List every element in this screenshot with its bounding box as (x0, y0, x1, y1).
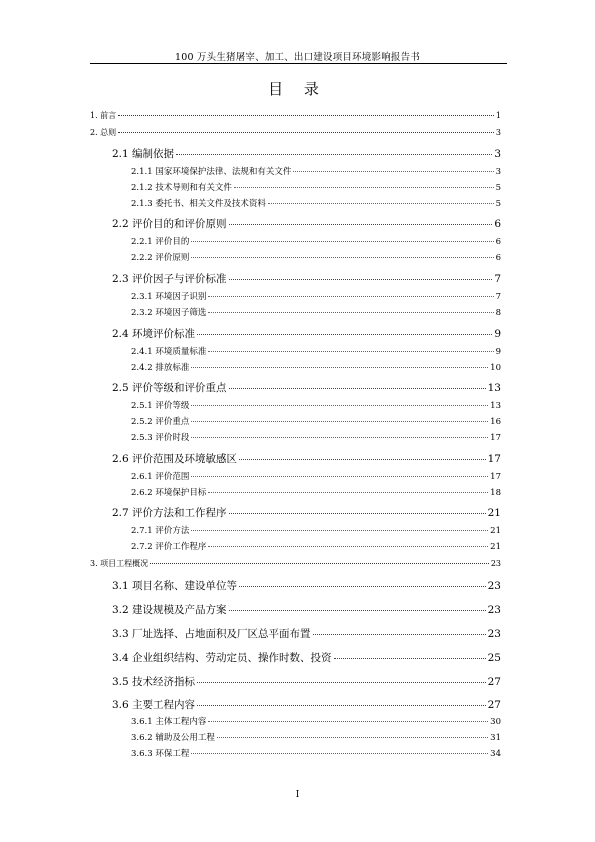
toc-entry-page: 5 (495, 183, 501, 193)
toc-entry-page: 1 (495, 111, 501, 120)
dot-leader (208, 296, 493, 297)
toc-entry-label: 2.1 编制依据 (112, 148, 175, 160)
toc-entry[interactable] (90, 127, 501, 138)
toc-entry-label: 3.6 主要工程内容 (112, 699, 196, 711)
toc-entry[interactable] (131, 345, 501, 357)
toc-entry-label: 2.3 评价因子与评价标准 (112, 273, 227, 285)
toc-entry[interactable] (131, 197, 501, 209)
toc-entry-label: 2.5.3 评价时段 (131, 433, 190, 443)
toc-entry-label: 2.6.1 评价范围 (131, 472, 190, 482)
toc-entry-page: 25 (487, 652, 501, 664)
toc-title: 目 录 (268, 80, 327, 98)
toc-entry-label: 2. 总则 (90, 128, 117, 137)
dot-leader (229, 224, 493, 225)
dot-leader (313, 634, 486, 635)
toc-entry-page: 23 (487, 604, 501, 616)
toc-entry-label: 3.5 技术经济指标 (112, 676, 196, 688)
toc-entry-label: 2.7.2 评价工作程序 (131, 542, 207, 552)
toc-entry-label: 2.3.1 环境因子识别 (131, 292, 207, 302)
dot-leader (191, 257, 493, 258)
toc-entry-page: 3 (495, 167, 501, 177)
toc-entry-label: 3.6.1 主体工程内容 (131, 717, 207, 727)
toc-entry[interactable] (131, 731, 501, 743)
dot-leader (191, 421, 488, 422)
toc-entry[interactable] (112, 578, 501, 593)
toc-entry-label: 1. 前言 (90, 111, 117, 120)
toc-entry-page: 9 (495, 347, 501, 357)
toc-entry[interactable] (90, 110, 501, 121)
toc-entry-label: 2.6 评价范围及环境敏感区 (112, 453, 238, 465)
dot-leader (191, 476, 488, 477)
toc-entry-label: 2.5.1 评价等级 (131, 401, 190, 411)
toc-entry-label: 2.2.1 评价目的 (131, 237, 190, 247)
toc-entry-page: 3 (494, 148, 501, 160)
toc-entry-label: 2.5 评价等级和评价重点 (112, 382, 227, 394)
dot-leader (191, 405, 488, 406)
toc-entry-label: 2.1.1 国家环境保护法律、法规和有关文件 (131, 167, 292, 177)
page-number: I (295, 790, 300, 800)
toc-entry[interactable] (131, 540, 501, 552)
toc-entry-page: 34 (490, 749, 501, 759)
toc-entry-page: 21 (490, 542, 501, 552)
toc-entry-label: 2.7 评价方法和工作程序 (112, 507, 227, 519)
dot-leader (191, 530, 488, 531)
toc-entry-page: 30 (490, 717, 501, 727)
toc-entry-label: 2.3.2 环境因子筛选 (131, 308, 207, 318)
dot-leader (197, 682, 486, 683)
dot-leader (268, 203, 494, 204)
dot-leader (334, 658, 486, 659)
toc-entry-page: 17 (490, 472, 501, 482)
dot-leader (229, 279, 493, 280)
toc-entry-page: 21 (487, 507, 501, 519)
toc-entry-label: 2.1.3 委托书、相关文件及技术资料 (131, 199, 266, 209)
toc-entry[interactable] (131, 747, 501, 759)
toc-entry-page: 9 (494, 328, 501, 340)
toc-entry[interactable] (131, 306, 501, 318)
toc-entry-page: 3 (495, 128, 501, 137)
dot-leader (208, 351, 493, 352)
toc-entry-page: 18 (490, 488, 501, 498)
dot-leader (229, 388, 486, 389)
dot-leader (229, 513, 486, 514)
dot-leader (208, 492, 488, 493)
toc-entry-page: 31 (490, 733, 501, 743)
toc-entry-label: 2.4.2 排放标准 (131, 363, 190, 373)
dot-leader (191, 437, 488, 438)
toc-entry[interactable] (131, 235, 501, 247)
toc-entry-page: 8 (495, 308, 501, 318)
toc-entry[interactable] (112, 451, 501, 466)
toc-entry-label: 3.3 厂址选择、占地面积及厂区总平面布置 (112, 628, 311, 640)
toc-entry-label: 2.2.2 评价原则 (131, 253, 190, 263)
dot-leader (197, 334, 492, 335)
toc-entry-label: 3.4 企业组织结构、劳动定员、操作时数、投资 (112, 652, 332, 664)
toc-entry[interactable] (112, 602, 501, 617)
toc-entry-label: 3.1 项目名称、建设单位等 (112, 580, 238, 592)
toc-entry[interactable] (131, 486, 501, 498)
dot-leader (197, 705, 486, 706)
toc-entry-label: 3. 项目工程概况 (90, 559, 149, 568)
dot-leader (176, 154, 492, 155)
toc-entry[interactable] (131, 415, 501, 427)
toc-entry-label: 2.2 评价目的和评价原则 (112, 218, 227, 230)
dot-leader (208, 546, 488, 547)
toc-entry[interactable] (90, 558, 501, 569)
dot-leader (229, 610, 486, 611)
toc-entry[interactable] (131, 290, 501, 302)
toc-entry[interactable] (112, 146, 501, 161)
toc-entry[interactable] (112, 505, 501, 520)
toc-entry-label: 2.4.1 环境质量标准 (131, 347, 207, 357)
toc-entry-page: 13 (490, 401, 501, 411)
toc-entry[interactable] (131, 361, 501, 373)
toc-entry[interactable] (131, 181, 501, 193)
toc-entry-page: 5 (495, 199, 501, 209)
dot-leader (234, 187, 494, 188)
toc-entry-page: 23 (487, 628, 501, 640)
toc-entry-label: 2.4 环境评价标准 (112, 328, 196, 340)
toc-entry[interactable] (131, 431, 501, 443)
toc-entry[interactable] (112, 674, 501, 689)
toc-entry-page: 17 (490, 433, 501, 443)
toc-entry[interactable] (131, 165, 501, 177)
dot-leader (191, 753, 488, 754)
toc-entry-page: 23 (487, 580, 501, 592)
toc-entry[interactable] (131, 251, 501, 263)
toc-entry[interactable] (131, 524, 501, 536)
dot-leader (208, 721, 488, 722)
toc-entry[interactable] (112, 326, 501, 341)
toc-entry-page: 13 (487, 382, 501, 394)
toc-entry-label: 2.5.2 评价重点 (131, 417, 190, 427)
toc-entry-label: 3.6.3 环保工程 (131, 749, 190, 759)
toc-entry-label: 2.6.2 环境保护目标 (131, 488, 207, 498)
dot-leader (191, 241, 493, 242)
toc-entry-label: 2.7.1 评价方法 (131, 526, 190, 536)
toc-entry-label: 3.2 建设规模及产品方案 (112, 604, 227, 616)
dot-leader (150, 563, 489, 564)
toc-entry[interactable] (131, 399, 501, 411)
toc-entry-page: 6 (495, 253, 501, 263)
toc-entry[interactable] (112, 380, 501, 395)
dot-leader (239, 459, 486, 460)
toc-entry[interactable] (131, 715, 501, 727)
toc-entry[interactable] (131, 470, 501, 482)
toc-entry-page: 6 (495, 237, 501, 247)
toc-entry-label: 2.1.2 技术导则和有关文件 (131, 183, 232, 193)
toc-entry[interactable] (112, 697, 501, 712)
toc-entry-page: 10 (490, 363, 501, 373)
toc-entry-page: 21 (490, 526, 501, 536)
toc-entry-page: 7 (495, 292, 501, 302)
dot-leader (118, 115, 494, 116)
dot-leader (208, 312, 493, 313)
dot-leader (293, 171, 493, 172)
dot-leader (217, 737, 488, 738)
dot-leader (191, 367, 488, 368)
toc-entry[interactable] (112, 271, 501, 286)
running-header: 100 万头生猪屠宰、加工、出口建设项目环境影响报告书 (174, 52, 421, 63)
toc-entry-page: 23 (490, 559, 501, 568)
dot-leader (239, 586, 486, 587)
toc-entry-page: 16 (490, 417, 501, 427)
toc-entry[interactable] (112, 216, 501, 231)
toc-entry-page: 17 (487, 453, 501, 465)
toc-entry-page: 6 (494, 218, 501, 230)
toc-entry-page: 27 (487, 676, 501, 688)
toc-entry[interactable] (112, 626, 501, 641)
dot-leader (118, 132, 494, 133)
toc-entry-page: 7 (494, 273, 501, 285)
toc-entry-page: 27 (487, 699, 501, 711)
toc-entry-label: 3.6.2 辅助及公用工程 (131, 733, 215, 743)
toc-entry[interactable] (112, 650, 501, 665)
